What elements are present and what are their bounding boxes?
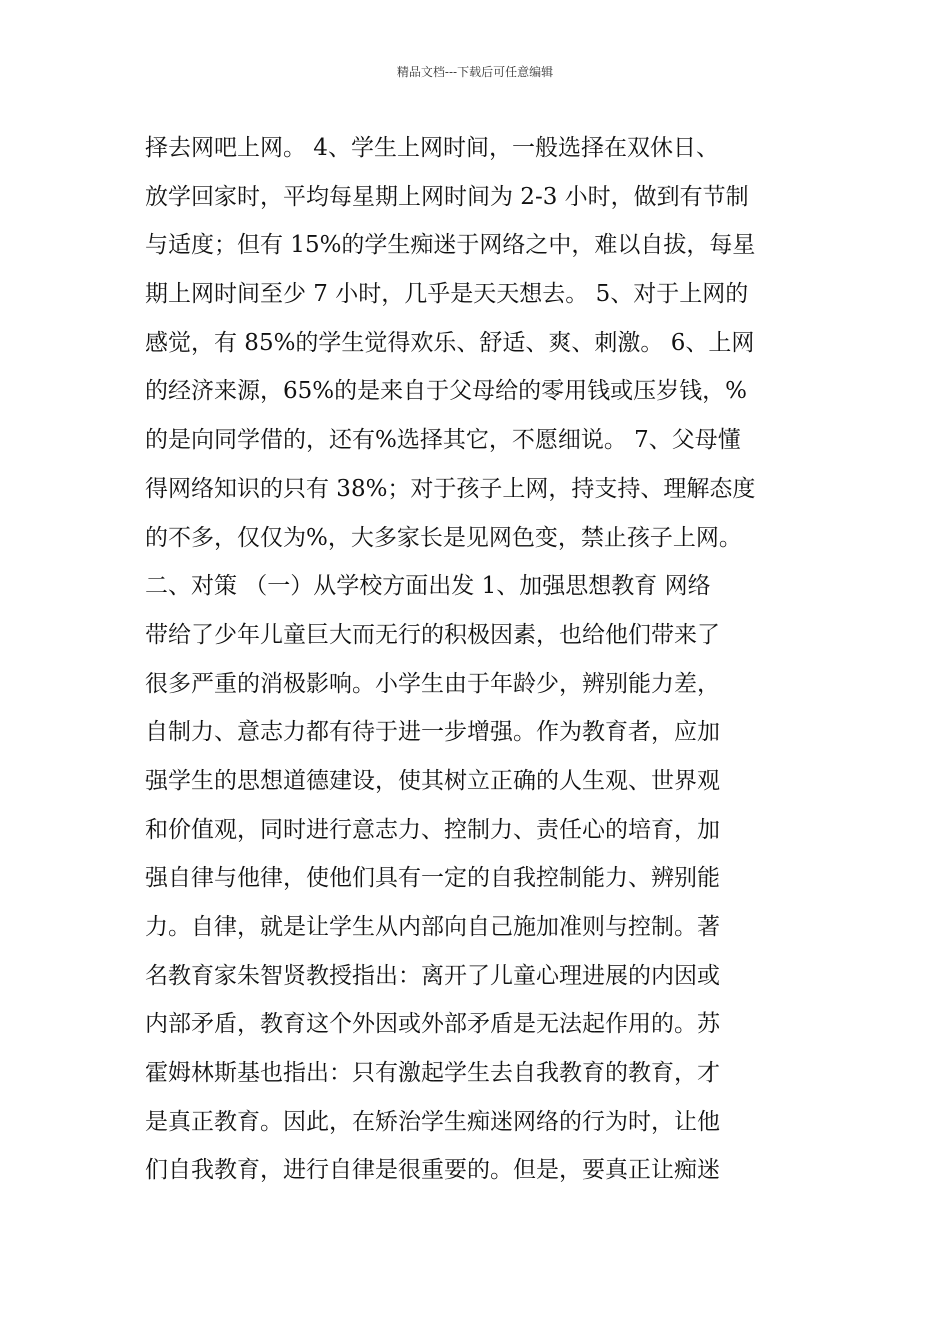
text-line: 与适度；但有 15%的学生痴迷于网络之中，难以自拔，每星: [145, 232, 756, 259]
text-line: 择去网吧上网。 4、学生上网时间，一般选择在双休日、: [145, 135, 719, 161]
text-line: 得网络知识的只有 38%；对于孩子上网，持支持、理解态度: [145, 475, 756, 502]
text-line: 强自律与他律，使他们具有一定的自我控制能力、辨别能: [145, 865, 720, 892]
text-line: 放学回家时，平均每星期上网时间为 2-3 小时，做到有节制: [145, 183, 749, 210]
text-line: 的是向同学借的，还有%选择其它，不愿细说。 7、父母懂: [145, 427, 741, 454]
text-line: 带给了少年儿童巨大而无行的积极因素，也给他们带来了: [145, 621, 720, 648]
text-line: 是真正教育。因此，在矫治学生痴迷网络的行为时，让他: [145, 1108, 720, 1135]
text-line: 的不多，仅仅为%，大多家长是见网色变，禁止孩子上网。: [145, 524, 742, 551]
text-line: 的经济来源，65%的是来自于父母给的零用钱或压岁钱，%: [145, 378, 747, 405]
text-line: 强学生的思想道德建设，使其树立正确的人生观、世界观: [145, 767, 720, 794]
text-line: 二、对策 （一）从学校方面出发 1、加强思想教育 网络: [145, 573, 711, 600]
text-line: 们自我教育，进行自律是很重要的。但是，要真正让痴迷: [145, 1157, 720, 1184]
text-line: 力。自律，就是让学生从内部向自己施加准则与控制。著: [145, 914, 720, 940]
text-line: 内部矛盾，教育这个外因或外部矛盾是无法起作用的。苏: [145, 1011, 720, 1038]
text-line: 名教育家朱智贤教授指出：离开了儿童心理进展的内因或: [145, 962, 720, 989]
text-line: 霍姆林斯基也指出：只有激起学生去自我教育的教育，才: [145, 1060, 720, 1087]
text-line: 期上网时间至少 7 小时，几乎是天天想去。 5、对于上网的: [145, 281, 749, 308]
page-header: 精品文档---下载后可任意编辑: [396, 65, 554, 79]
text-line: 感觉，有 85%的学生觉得欢乐、舒适、爽、刺激。 6、上网: [145, 329, 755, 356]
text-line: 和价值观，同时进行意志力、控制力、责任心的培育，加: [145, 816, 720, 843]
text-line: 很多严重的消极影响。小学生由于年龄少，辨别能力差，: [145, 670, 720, 697]
text-line: 自制力、意志力都有待于进一步增强。作为教育者，应加: [145, 719, 720, 746]
body-text: [145, 124, 825, 1195]
